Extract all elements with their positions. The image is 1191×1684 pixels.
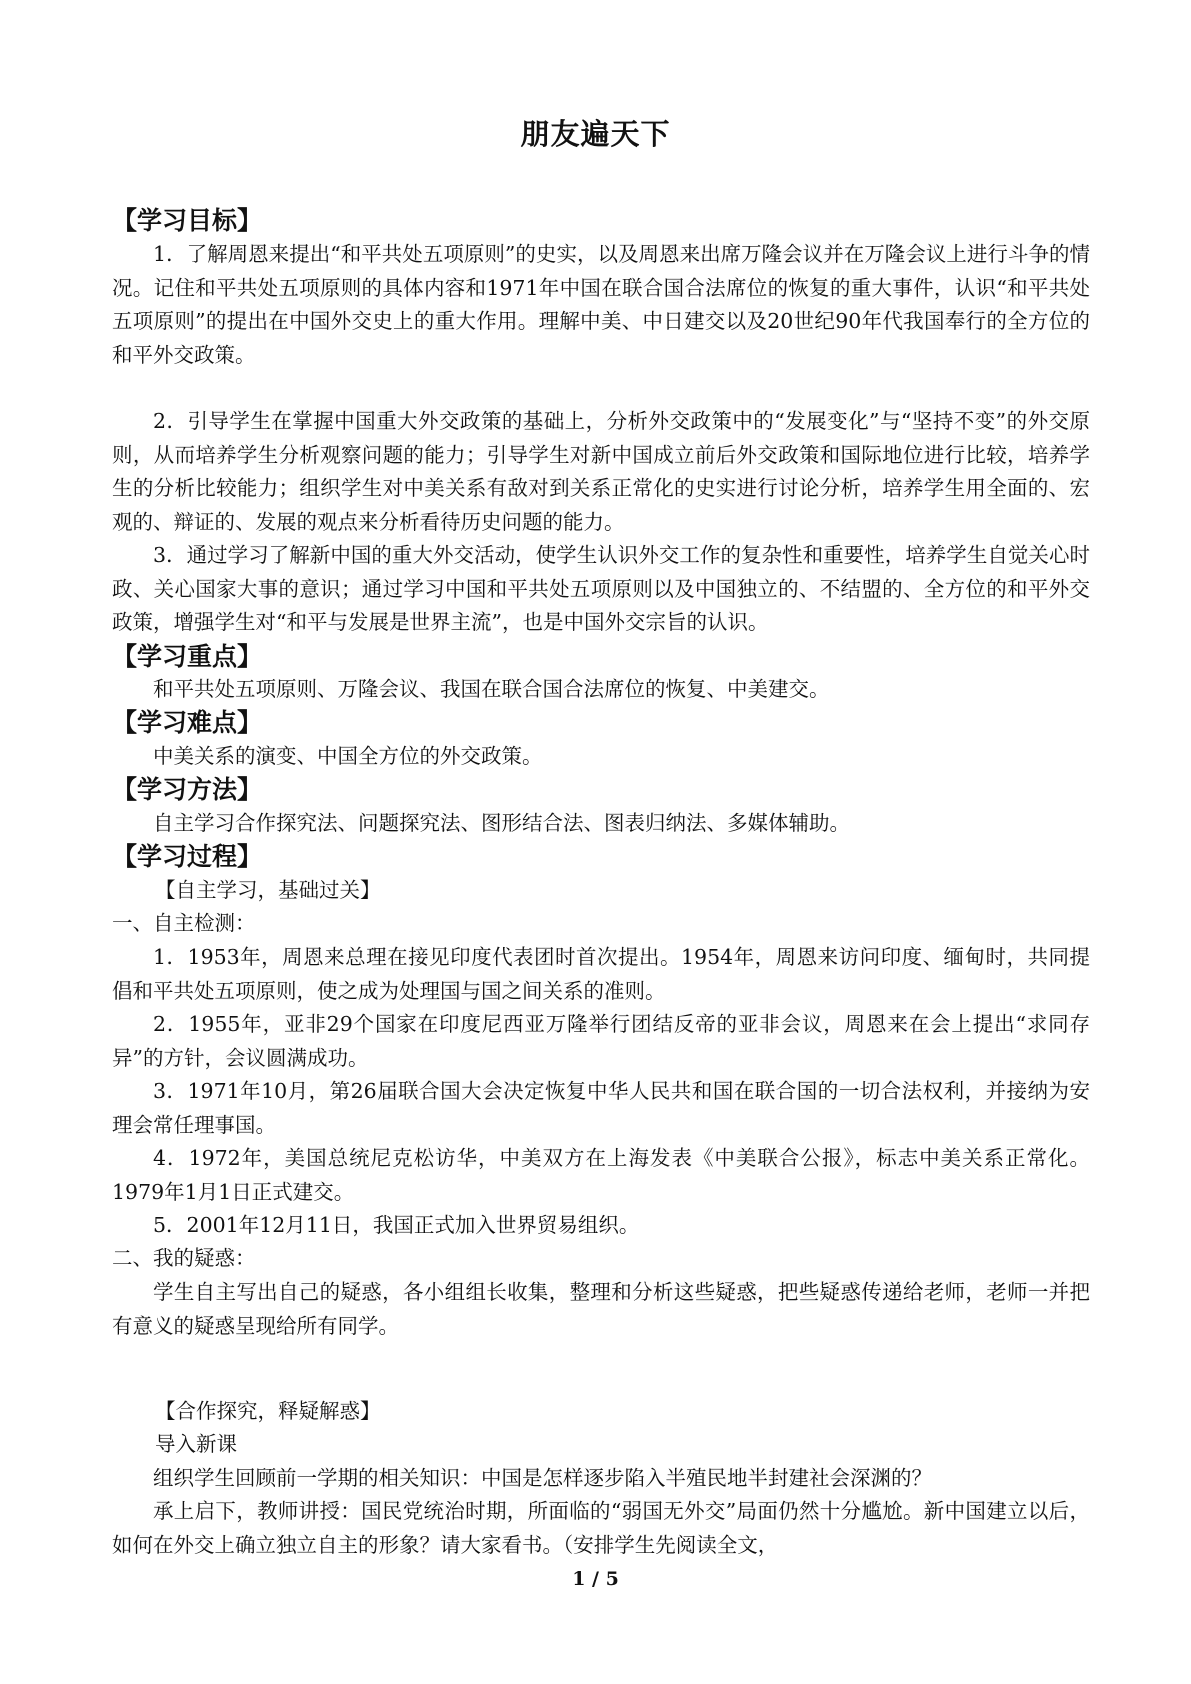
difficulty-heading: 【学习难点】: [112, 708, 263, 737]
process-heading: 【学习过程】: [112, 842, 263, 871]
intro-paragraph-2: 承上启下，教师讲授：国民党统治时期，所面临的“弱国无外交”局面仍然十分尴尬。新中国建立以后，如何在外交上确立独立自主的形象？请大家看书。（安排学生先阅读全文，: [112, 1499, 1090, 1557]
method-heading: 【学习方法】: [112, 775, 263, 804]
key-points-text: 和平共处五项原则、万隆会议、我国在联合国合法席位的恢复、中美建交。: [153, 677, 830, 701]
doubt-text: 学生自主写出自己的疑惑，各小组组长收集，整理和分析这些疑惑，把些疑惑传递给老师，老师一并把有意义的疑惑呈现给所有同学。: [112, 1280, 1090, 1338]
self-check-heading: 一、自主检测：: [112, 911, 256, 935]
page-number: 1 / 5: [572, 1568, 619, 1590]
check-item-2: 2．1955年，亚非29个国家在印度尼西亚万隆举行团结反帝的亚非会议，周恩来在会上提出“求同存异”的方针，会议圆满成功。: [112, 1012, 1090, 1070]
objective-2: 2．引导学生在掌握中国重大外交政策的基础上，分析外交政策中的“发展变化”与“坚持不变”的外交原则，从而培养学生分析观察问题的能力；引导学生对新中国成立前后外交政策和国际地位进行比较，培养学生的分析比较能力；组织学生对中美关系有敌对到关系正常化的史实进行讨论分析，培养学生用全面的、宏观的、辩证的、发展的观点来分析看待历史问题的能力。: [112, 409, 1090, 534]
doubt-heading: 二、我的疑惑：: [112, 1246, 256, 1270]
objectives-heading: 【学习目标】: [112, 206, 263, 235]
check-item-4: 4．1972年，美国总统尼克松访华，中美双方在上海发表《中美联合公报》，标志中美关系正常化。1979年1月1日正式建交。: [112, 1146, 1090, 1204]
key-points-heading: 【学习重点】: [112, 642, 263, 671]
check-item-1: 1．1953年，周恩来总理在接见印度代表团时首次提出。1954年，周恩来访问印度、缅甸时，共同提倡和平共处五项原则，使之成为处理国与国之间关系的准则。: [112, 945, 1090, 1003]
intro-heading: 导入新课: [155, 1432, 237, 1456]
objective-1: 1．了解周恩来提出“和平共处五项原则”的史实，以及周恩来出席万隆会议并在万隆会议上进行斗争的情况。记住和平共处五项原则的具体内容和1971年中国在联合国合法席位的恢复的重大事件，认识“和平共处五项原则”的提出在中国外交史上的重大作用。理解中美、中日建交以及20世纪90年代我国奉行的全方位的和平外交政策。: [112, 242, 1090, 367]
difficulty-text: 中美关系的演变、中国全方位的外交政策。: [153, 744, 543, 768]
page-title: 朋友遍天下: [520, 117, 671, 151]
intro-paragraph-1: 组织学生回顾前一学期的相关知识：中国是怎样逐步陷入半殖民地半封建社会深渊的？: [153, 1466, 932, 1490]
check-item-3: 3．1971年10月，第26届联合国大会决定恢复中华人民共和国在联合国的一切合法权利，并接纳为安理会常任理事国。: [112, 1079, 1090, 1137]
objective-3: 3．通过学习了解新中国的重大外交活动，使学生认识外交工作的复杂性和重要性，培养学生自觉关心时政、关心国家大事的意识；通过学习中国和平共处五项原则以及中国独立的、不结盟的、全方位的和平外交政策，增强学生对“和平与发展是世界主流”，也是中国外交宗旨的认识。: [112, 543, 1090, 634]
check-item-5: 5．2001年12月11日，我国正式加入世界贸易组织。: [153, 1213, 640, 1237]
self-study-heading: 【自主学习，基础过关】: [155, 878, 381, 902]
method-text: 自主学习合作探究法、问题探究法、图形结合法、图表归纳法、多媒体辅助。: [153, 811, 850, 835]
cooperation-heading: 【合作探究，释疑解惑】: [155, 1399, 381, 1423]
